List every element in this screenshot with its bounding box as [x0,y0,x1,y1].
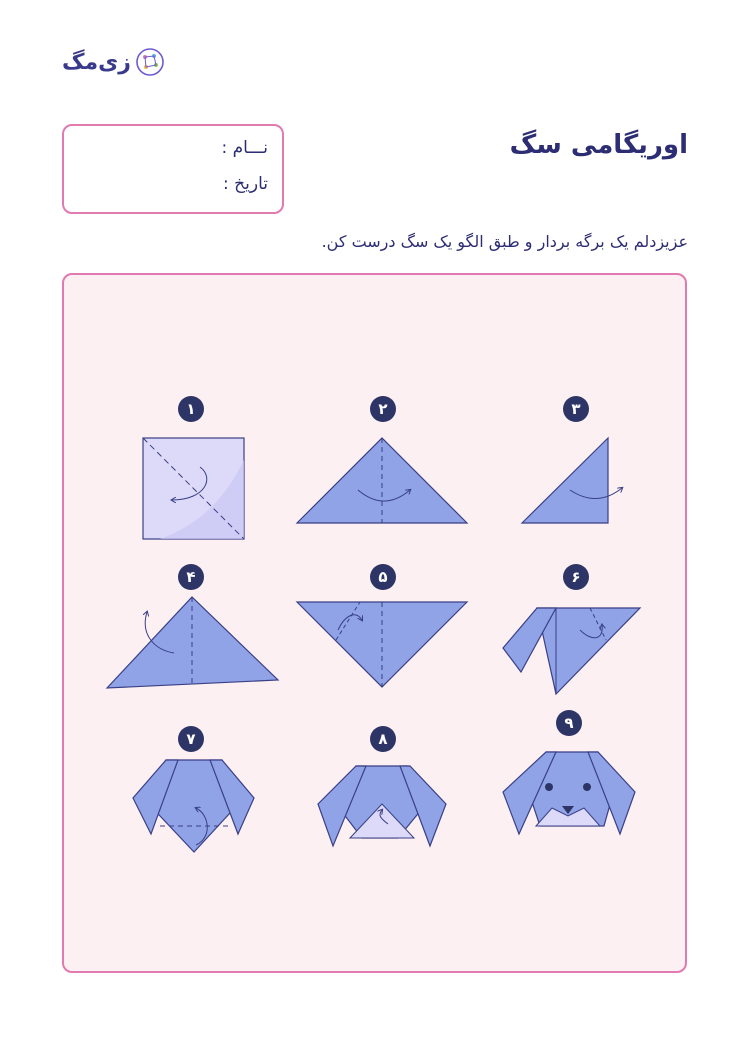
date-field-label[interactable]: تاریخ : [223,174,268,194]
dog-eye-right-icon [583,783,591,791]
instruction-text: عزیزدلم یک برگه بردار و طبق الگو یک سگ درست کن. [321,232,688,251]
step-5-diagram [297,602,467,687]
step-2-diagram [297,438,467,523]
page-title: اوریگامی سگ [509,130,688,160]
step-7-diagram [133,760,254,852]
step-6-badge: ۶ [563,564,589,590]
step-3-diagram [522,438,622,523]
step-9-badge: ۹ [556,710,582,736]
step-6-diagram [503,608,640,694]
step-3-badge: ۳ [563,396,589,422]
dog-eye-left-icon [545,783,553,791]
step-4-diagram [107,597,278,688]
step-8-diagram [318,766,446,846]
step-2-badge: ۲ [370,396,396,422]
step-8-badge: ۸ [370,726,396,752]
step-1-badge: ۱ [178,396,204,422]
step-1-diagram [143,438,244,539]
brand-name: زی‌مگ [62,49,131,75]
step-7-badge: ۷ [178,726,204,752]
step-4-badge: ۴ [178,564,204,590]
name-field-label[interactable]: نـــام : [221,138,268,158]
step-9-diagram [503,752,635,834]
step-5-badge: ۵ [370,564,396,590]
